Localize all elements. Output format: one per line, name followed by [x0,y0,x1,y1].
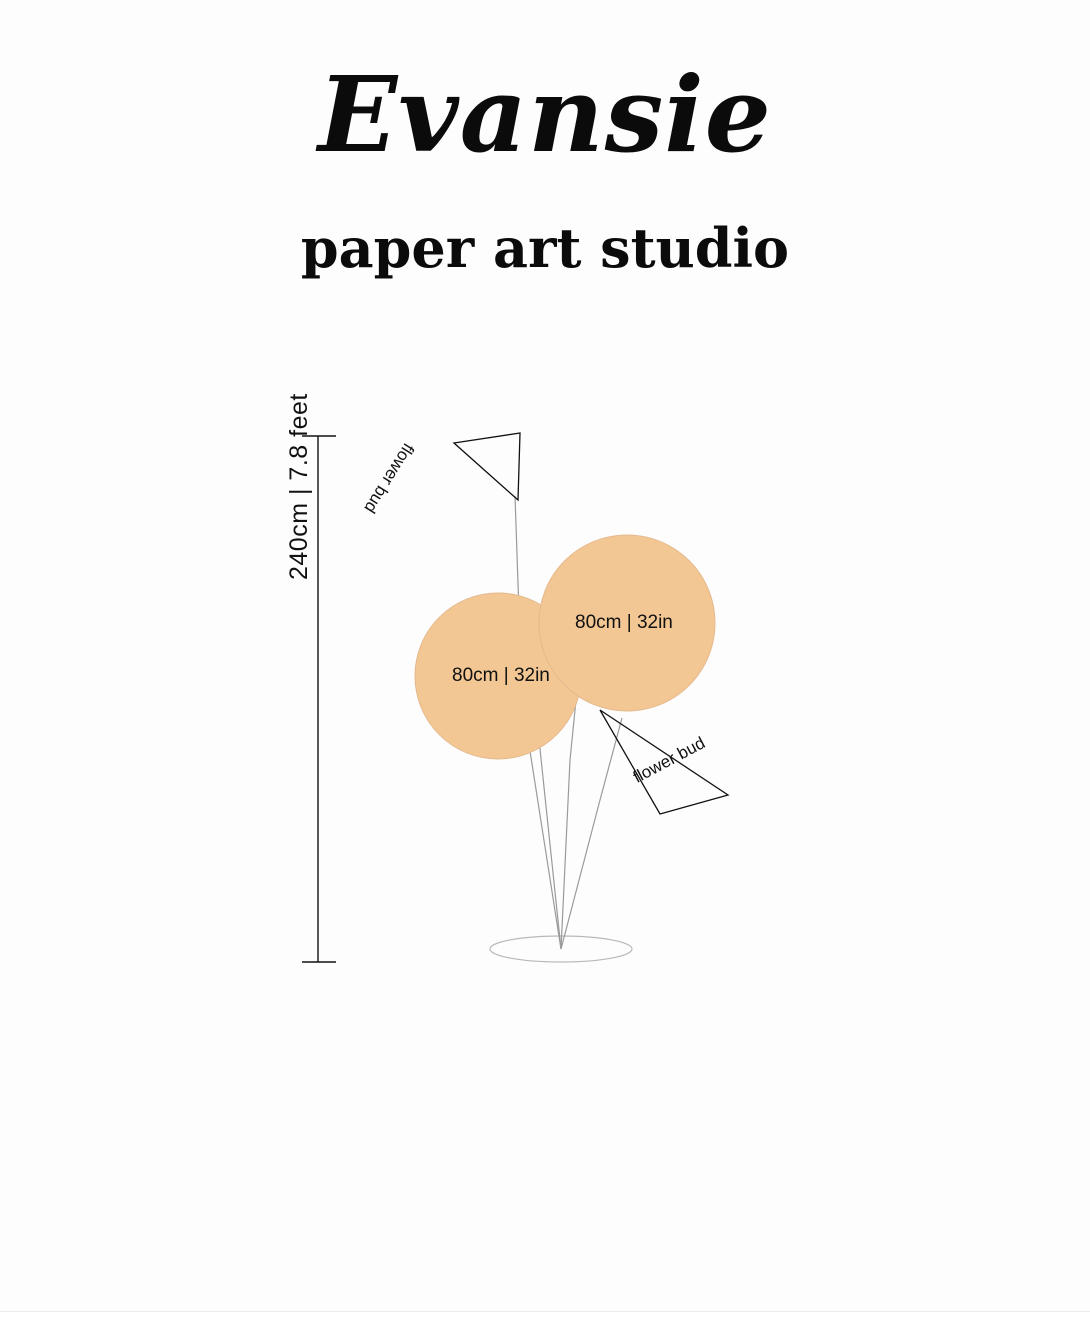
height-dimension-label: 240cm | 7.8 feet [285,393,313,580]
diagram-svg [270,400,830,1000]
page-subtitle: paper art studio [300,216,790,280]
footer-divider [0,1311,1090,1330]
flower-diagram [270,400,830,1000]
disc-size-label-left: 80cm | 32in [452,665,550,686]
flower-bud-label-top: flower bud [360,439,418,517]
page-title: Evansie [318,53,772,176]
disc-size-label-right: 80cm | 32in [575,612,673,633]
flower-bud-label-bottom: flower bud [630,733,709,787]
flower-bud-top-shape [454,433,520,500]
